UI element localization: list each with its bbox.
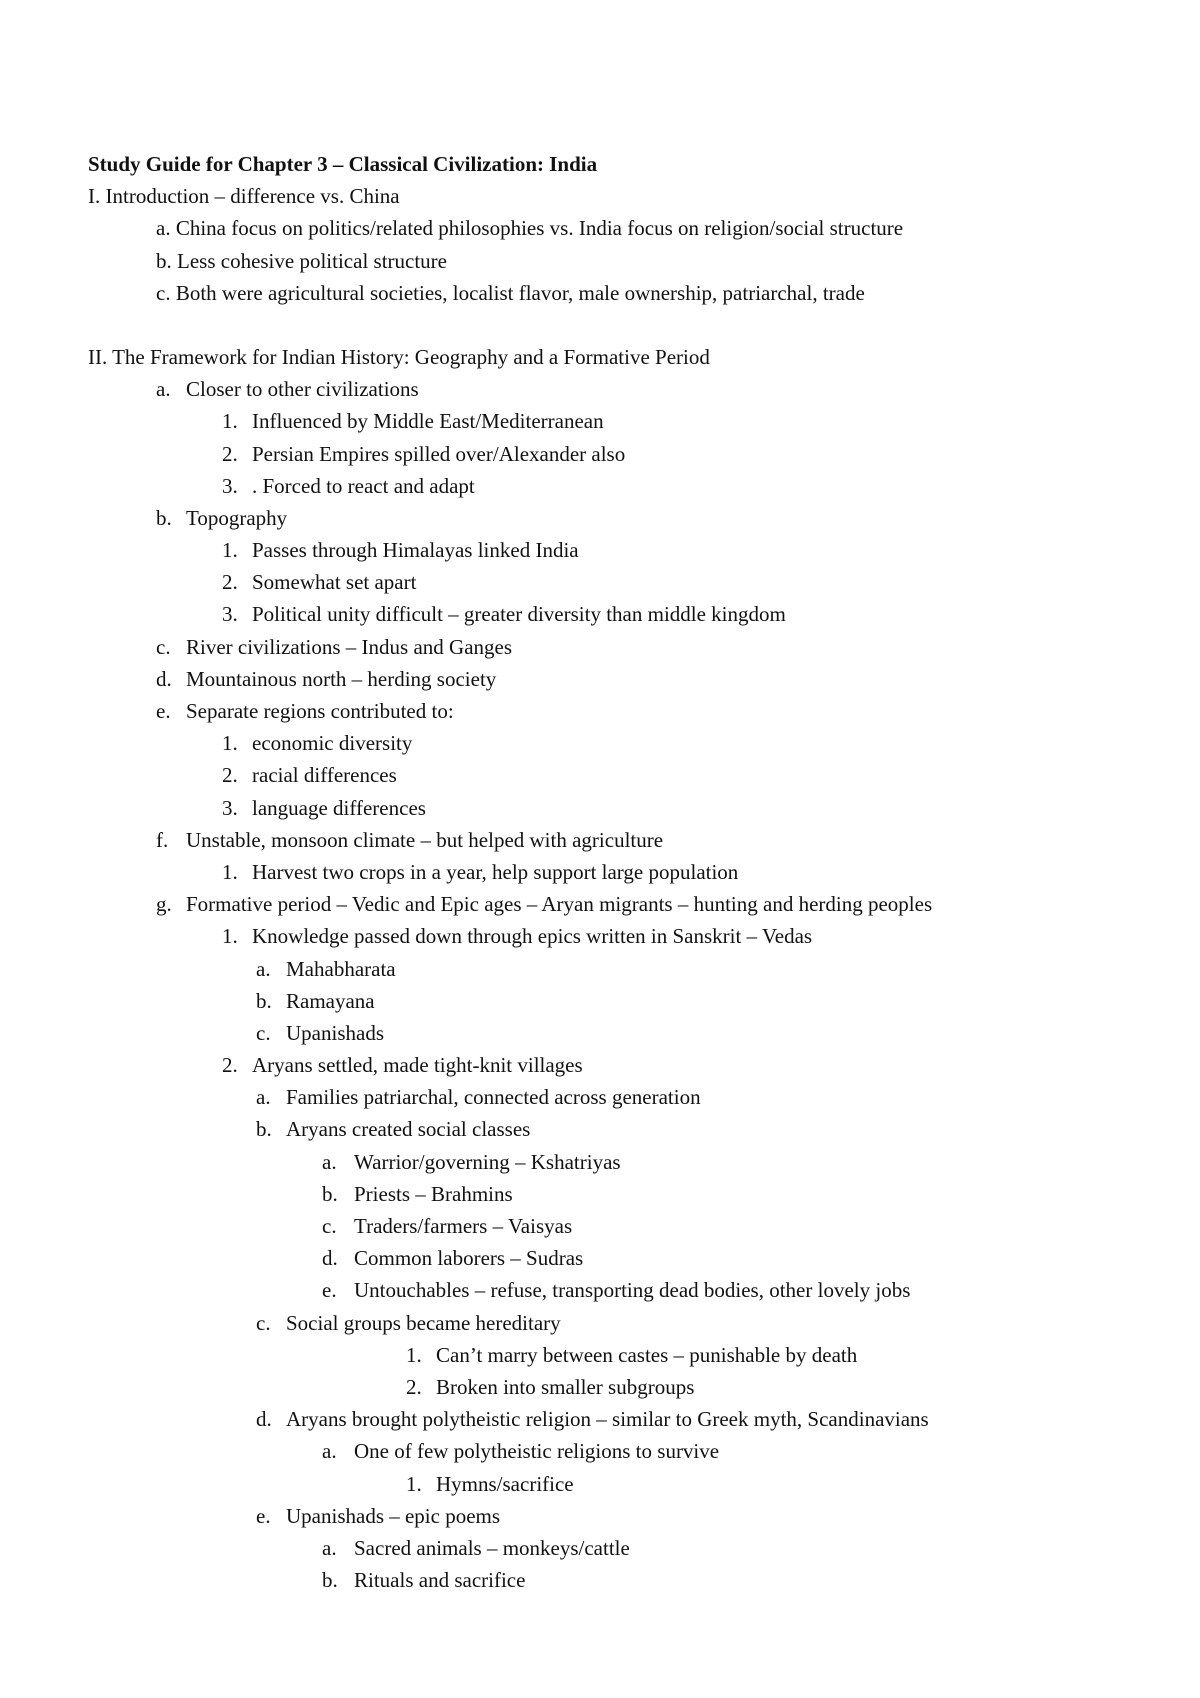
outline-item-level-4 — [0, 1274, 1200, 1306]
outline-item-level-2 — [0, 598, 1200, 630]
outline-item-level-1 — [0, 245, 1200, 277]
outline-text: economic diversity — [252, 731, 413, 756]
outline-text: River civilizations – Indus and Ganges — [186, 634, 513, 659]
outline-marker: b. — [256, 1117, 272, 1142]
outline-marker: a. — [156, 377, 171, 402]
outline-marker: a. — [256, 1085, 271, 1110]
section-heading — [0, 180, 1200, 212]
outline-item-level-2 — [0, 856, 1200, 888]
outline-marker: 3. — [222, 795, 238, 820]
outline-marker: b. — [322, 1568, 338, 1593]
outline-marker: d. — [256, 1407, 272, 1432]
outline-item-level-5 — [0, 1371, 1200, 1403]
outline-text: Families patriarchal, connected across generation — [286, 1085, 701, 1110]
outline-text: language differences — [252, 795, 426, 820]
outline-text: racial differences — [252, 763, 397, 788]
outline-marker: 1. — [406, 1342, 422, 1367]
outline-marker: 3. — [222, 602, 238, 627]
outline-text: Closer to other civilizations — [186, 377, 419, 402]
outline-item-level-4 — [0, 1532, 1200, 1564]
outline-item-level-3 — [0, 953, 1200, 985]
outline-text: Political unity difficult – greater diversity than middle kingdom — [252, 602, 786, 627]
section-heading — [0, 341, 1200, 373]
outline-text: Formative period – Vedic and Epic ages – Aryan migrants – hunting and herding peoples — [186, 892, 933, 917]
outline-text: Can’t marry between castes – punishable by death — [436, 1342, 858, 1367]
outline-item-level-2 — [0, 759, 1200, 791]
outline-marker: c. — [256, 1020, 271, 1045]
outline-text: Somewhat set apart — [252, 570, 417, 595]
outline-item-level-1 — [0, 631, 1200, 663]
outline-item-level-2 — [0, 438, 1200, 470]
outline-text: a. China focus on politics/related philosophies vs. India focus on religion/social structure — [156, 216, 904, 241]
outline-item-level-4 — [0, 1146, 1200, 1178]
outline-text: c. Both were agricultural societies, localist flavor, male ownership, patriarchal, trade — [156, 280, 865, 305]
outline-item-level-1 — [0, 277, 1200, 309]
outline-item-level-3 — [0, 1081, 1200, 1113]
outline-marker: c. — [256, 1310, 271, 1335]
outline-marker: 1. — [222, 924, 238, 949]
outline-marker: e. — [322, 1278, 337, 1303]
outline-marker: b. — [156, 505, 172, 530]
outline-text: Aryans brought polytheistic religion – similar to Greek myth, Scandinavians — [286, 1407, 929, 1432]
outline-text: Sacred animals – monkeys/cattle — [354, 1535, 630, 1560]
outline-marker: b. — [256, 988, 272, 1013]
outline-item-level-4 — [0, 1564, 1200, 1596]
outline-text: Aryans created social classes — [286, 1117, 531, 1142]
outline-text: Aryans settled, made tight-knit villages — [252, 1053, 583, 1078]
study-guide-document — [0, 148, 1200, 1596]
outline-text: Priests – Brahmins — [354, 1181, 513, 1206]
outline-text: Unstable, monsoon climate – but helped with agriculture — [186, 827, 664, 852]
outline-text: Topography — [186, 505, 288, 530]
outline-marker: e. — [256, 1503, 271, 1528]
outline-marker: a. — [256, 956, 271, 981]
outline-text: Upanishads – epic poems — [286, 1503, 501, 1528]
outline-item-level-3 — [0, 1017, 1200, 1049]
outline-marker: 1. — [406, 1471, 422, 1496]
outline-marker: 1. — [222, 409, 238, 434]
outline-text: Rituals and sacrifice — [354, 1568, 526, 1593]
outline-item-level-1 — [0, 212, 1200, 244]
outline-item-level-2 — [0, 534, 1200, 566]
outline-text: Influenced by Middle East/Mediterranean — [252, 409, 604, 434]
outline-item-level-1 — [0, 663, 1200, 695]
outline-text: Mahabharata — [286, 956, 396, 981]
outline-marker: d. — [322, 1246, 338, 1271]
outline-text: Passes through Himalayas linked India — [252, 538, 579, 563]
outline-marker: c. — [156, 634, 171, 659]
outline-item-level-1 — [0, 824, 1200, 856]
page-title — [0, 148, 1200, 180]
outline-item-level-1 — [0, 695, 1200, 727]
outline-text: II. The Framework for Indian History: Geography and a Formative Period — [88, 344, 710, 369]
outline-text: Separate regions contributed to: — [186, 699, 454, 723]
outline-item-level-2 — [0, 1049, 1200, 1081]
outline-item-level-1 — [0, 373, 1200, 405]
outline-item-level-2 — [0, 566, 1200, 598]
outline-item-level-2 — [0, 920, 1200, 952]
outline-item-level-3 — [0, 1307, 1200, 1339]
outline-marker: 3. — [222, 473, 238, 498]
outline-item-level-5 — [0, 1339, 1200, 1371]
outline-text: Untouchables – refuse, transporting dead bodies, other lovely jobs — [354, 1278, 911, 1303]
outline-marker: 1. — [222, 538, 238, 563]
outline-item-level-4 — [0, 1178, 1200, 1210]
outline-text: . Forced to react and adapt — [252, 473, 475, 498]
outline-text: Harvest two crops in a year, help support large population — [252, 859, 739, 884]
outline-item-level-3 — [0, 1113, 1200, 1145]
outline-item-level-1 — [0, 502, 1200, 534]
outline-text: Knowledge passed down through epics written in Sanskrit – Vedas — [252, 924, 813, 949]
outline-text: I. Introduction – difference vs. China — [88, 184, 400, 209]
outline-marker: 1. — [222, 731, 238, 756]
blank-line — [0, 309, 1200, 341]
outline-text: Mountainous north – herding society — [186, 666, 497, 691]
outline-text: Study Guide for Chapter 3 – Classical Civilization: India — [88, 152, 598, 176]
outline-text: One of few polytheistic religions to survive — [354, 1439, 720, 1464]
outline-marker: b. — [322, 1181, 338, 1206]
outline-text: Ramayana — [286, 988, 375, 1013]
outline-marker: 1. — [222, 859, 238, 884]
outline-item-level-3 — [0, 1403, 1200, 1435]
outline-text: Persian Empires spilled over/Alexander also — [252, 441, 626, 466]
outline-marker: c. — [322, 1214, 337, 1238]
outline-marker: a. — [322, 1149, 337, 1174]
outline-marker: a. — [322, 1535, 337, 1560]
outline-item-level-2 — [0, 405, 1200, 437]
outline-item-level-2 — [0, 470, 1200, 502]
outline-text: b. Less cohesive political structure — [156, 248, 447, 273]
outline-marker: 2. — [222, 763, 238, 788]
outline-item-level-5 — [0, 1468, 1200, 1500]
outline-marker: 2. — [406, 1374, 422, 1399]
outline-item-level-4 — [0, 1210, 1200, 1242]
outline-item-level-3 — [0, 985, 1200, 1017]
outline-text: Broken into smaller subgroups — [436, 1374, 695, 1399]
outline-text: Upanishads — [286, 1020, 384, 1045]
outline-item-level-4 — [0, 1242, 1200, 1274]
outline-text: Traders/farmers – Vaisyas — [354, 1214, 573, 1238]
outline-text: Social groups became hereditary — [286, 1310, 561, 1335]
outline-item-level-3 — [0, 1500, 1200, 1532]
outline-marker: 2. — [222, 1053, 238, 1078]
outline-item-level-4 — [0, 1435, 1200, 1467]
outline-marker: a. — [322, 1439, 337, 1464]
outline-text: Hymns/sacrifice — [436, 1471, 574, 1496]
outline-item-level-2 — [0, 792, 1200, 824]
outline-item-level-1 — [0, 888, 1200, 920]
outline-marker: 2. — [222, 441, 238, 466]
outline-marker: e. — [156, 699, 171, 723]
outline-text: Warrior/governing – Kshatriyas — [354, 1149, 621, 1174]
outline-text: Common laborers – Sudras — [354, 1246, 584, 1271]
outline-marker: d. — [156, 666, 172, 691]
outline-marker: g. — [156, 892, 172, 917]
outline-marker: f. — [156, 827, 169, 852]
outline-marker: 2. — [222, 570, 238, 595]
outline-item-level-2 — [0, 727, 1200, 759]
